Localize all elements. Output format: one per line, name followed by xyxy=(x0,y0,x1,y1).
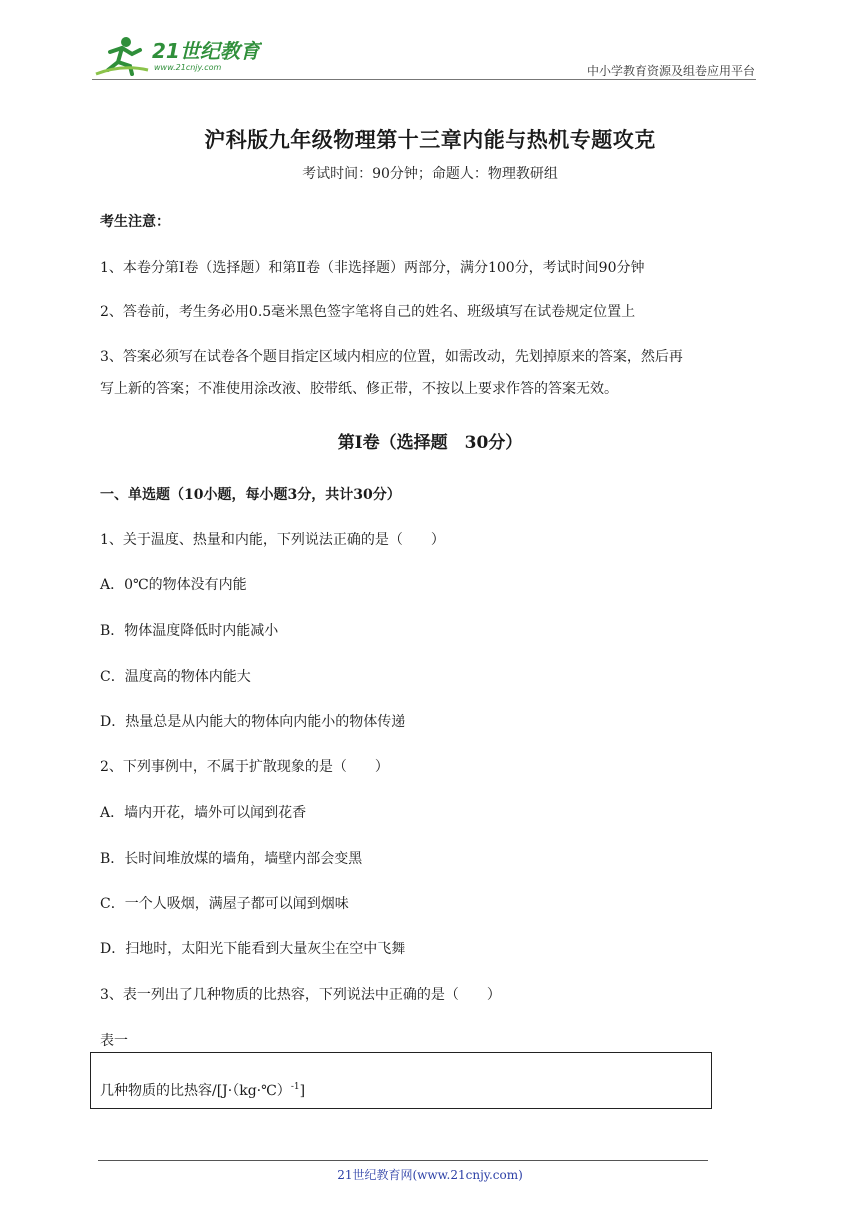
exam-title: 沪科版九年级物理第十三章内能与热机专题攻克 xyxy=(204,127,656,152)
section-title: 第Ⅰ卷（选择题 30分） xyxy=(337,433,523,453)
site-logo xyxy=(92,34,262,78)
footer-divider xyxy=(98,1160,708,1161)
header-platform-text: 中小学教育资源及组卷应用平台 xyxy=(586,64,755,78)
question-1-stem: 1、关于温度、热量和内能，下列说法正确的是（ ） xyxy=(100,532,445,548)
header-divider xyxy=(92,79,756,80)
table-header-exponent: -1 xyxy=(290,1082,300,1092)
question-1-option-a: A．0℃的物体没有内能 xyxy=(100,577,247,593)
question-1-option-d: D．热量总是从内能大的物体向内能小的物体传递 xyxy=(100,714,406,730)
notice-item-3-line-1: 3、答案必须写在试卷各个题目指定区域内相应的位置，如需改动，先划掉原来的答案，然后再 xyxy=(100,349,683,365)
table-header-text: 几种物质的比热容/[J·（kg·℃） xyxy=(100,1083,291,1099)
table-header-cell xyxy=(100,1080,305,1100)
question-2-option-b: B．长时间堆放煤的墙角，墙壁内部会变黑 xyxy=(100,851,363,867)
footer-link[interactable]: 21世纪教育网(www.21cnjy.com) xyxy=(337,1168,523,1182)
question-2-option-d: D．扫地时，太阳光下能看到大量灰尘在空中飞舞 xyxy=(100,941,406,957)
runner-logo-icon xyxy=(92,34,262,78)
part-heading: 一、单选题（10小题，每小题3分，共计30分） xyxy=(100,487,401,503)
question-2-option-a: A．墙内开花，墙外可以闻到花香 xyxy=(100,805,307,821)
notice-item-1: 1、本卷分第Ⅰ卷（选择题）和第Ⅱ卷（非选择题）两部分，满分100分，考试时间90分钟 xyxy=(100,260,645,276)
table-header-tail: ] xyxy=(299,1083,306,1099)
question-2-option-c: C．一个人吸烟，满屋子都可以闻到烟味 xyxy=(100,896,349,912)
question-1-option-b: B．物体温度降低时内能减小 xyxy=(100,623,279,639)
notice-item-2: 2、答卷前，考生务必用0.5毫米黑色签字笔将自己的姓名、班级填写在试卷规定位置上 xyxy=(100,304,636,320)
logo-text: 21世纪教育 xyxy=(152,39,260,63)
notice-item-3-line-2: 写上新的答案；不准使用涂改液、胶带纸、修正带，不按以上要求作答的答案无效。 xyxy=(100,381,618,397)
exam-subtitle: 考试时间：90分钟；命题人：物理教研组 xyxy=(302,166,558,182)
question-2-stem: 2、下列事例中，不属于扩散现象的是（ ） xyxy=(100,759,389,775)
table-caption: 表一 xyxy=(100,1033,128,1049)
question-1-option-c: C．温度高的物体内能大 xyxy=(100,669,251,685)
logo-url: www.21cnjy.com xyxy=(154,63,222,72)
question-3-stem: 3、表一列出了几种物质的比热容，下列说法中正确的是（ ） xyxy=(100,987,501,1003)
notice-heading: 考生注意： xyxy=(100,214,170,230)
